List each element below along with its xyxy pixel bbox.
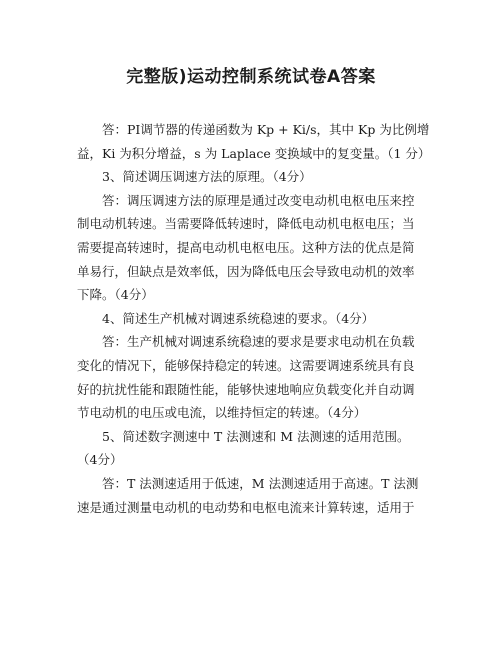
question-5-line-1: 5、简述数字测速中 T 法测速和 M 法测速的适用范围。 [102,428,410,444]
answer-4-line-1: 答：生产机械对调速系统稳速的要求是要求电动机在负载 [102,334,415,350]
answer-3-line-4: 单易行，但缺点是效率低，因为降低电压会导致电动机的效率 [77,263,415,279]
question-4: 4、简述生产机械对调速系统稳速的要求。（4分） [102,310,375,326]
document-body [77,118,429,519]
answer-5-line-1: 答：T 法测速适用于低速，M 法测速适用于高速。T 法测 [102,475,419,491]
answer-4-line-4: 节电动机的电压或电流，以维持恒定的转速。（4分） [77,405,367,421]
answer-3-line-5: 下降。（4分） [77,287,154,303]
question-5-line-2: （4分） [77,452,123,468]
answer-4-line-3: 好的抗扰性能和跟随性能，能够快速地响应负载变化并自动调 [77,381,415,397]
answer-4-line-2: 变化的情况下，能够保持稳定的转速。这需要调速系统具有良 [77,357,415,373]
answer-3-line-2: 制电动机转速。当需要降低转速时，降低电动机电枢电压；当 [77,216,415,232]
answer-3-line-1: 答：调压调速方法的原理是通过改变电动机电枢电压来控 [102,192,415,208]
answer-5-line-2: 速是通过测量电动机的电动势和电枢电流来计算转速，适用于 [77,499,415,515]
question-3: 3、简述调压调速方法的原理。（4分） [102,169,312,185]
document-title: 完整版)运动控制系统试卷A答案 [126,67,376,87]
answer-3-line-3: 需要提高转速时，提高电动机电枢电压。这种方法的优点是简 [77,239,415,255]
answer-2-line-2: 益，Ki 为积分增益，s 为 Laplace 变换域中的复变量。（1 分） [77,145,431,161]
answer-2-line-1: 答：PI调节器的传递函数为 Kp + Ki/s，其中 Kp 为比例增 [102,122,430,137]
